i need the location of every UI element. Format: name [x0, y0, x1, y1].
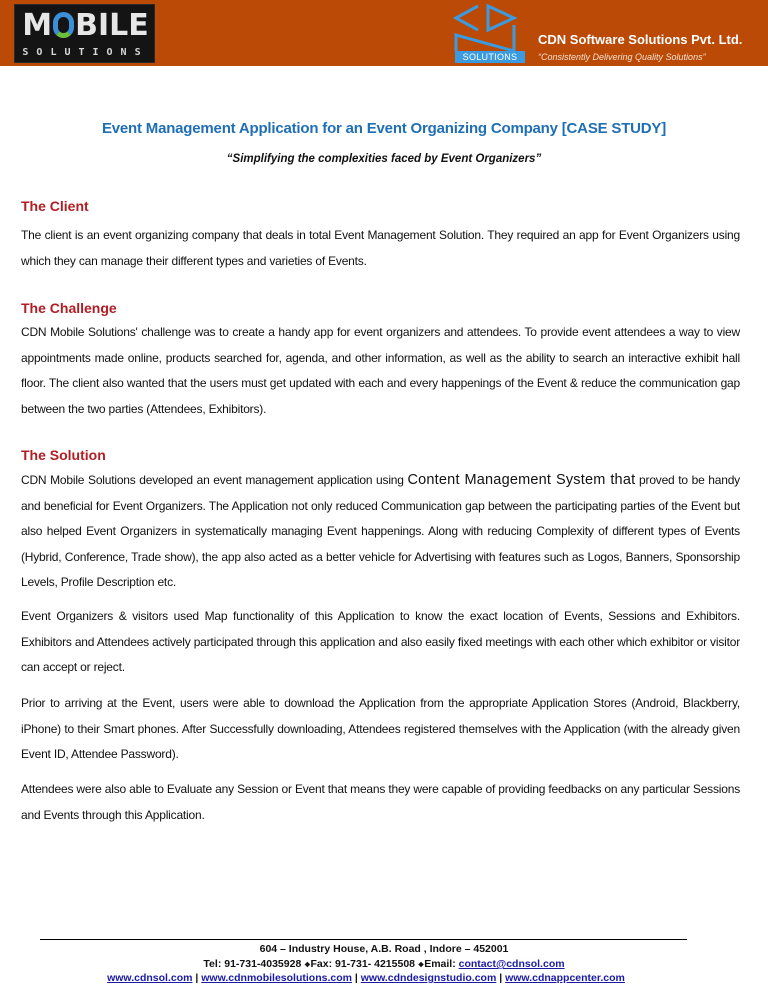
- link-cdnmobilesolutions[interactable]: www.cdnmobilesolutions.com: [201, 972, 352, 984]
- cdn-logo-label: SOLUTIONS: [455, 51, 525, 63]
- logo-subtitle: SOLUTIONS: [22, 47, 149, 58]
- footer-websites: www.cdnsol.com | www.cdnmobilesolutions.com | www.cdndesignstudio.com | www.cdnappcenter.com: [107, 972, 625, 984]
- link-cdndesignstudio[interactable]: www.cdndesignstudio.com: [360, 972, 497, 984]
- bullet-icon: ❖: [304, 962, 311, 969]
- link-cdnappcenter[interactable]: www.cdnappcenter.com: [505, 972, 625, 984]
- bullet-icon: ❖: [417, 962, 425, 969]
- solution-paragraph-1: CDN Mobile Solutions developed an event management application using Content Management System that proved to be handy and beneficial for Event Organizers. The Application not only reduced Communication gap between the participating parties of the Event but also helped Event Organizers in systematically managing Event happenings. Along with reducing Complexity of different types of Events (Hybrid, Conference, Trade show), the app also acted as a better vehicle for Advertising with features such as Logos, Banners, Sponsorship Levels, Profile Description etc.: [21, 472, 740, 589]
- cdn-logo-mark-icon: [452, 3, 528, 53]
- header-banner: [0, 0, 768, 66]
- link-cdnsol[interactable]: www.cdnsol.com: [107, 972, 193, 984]
- footer-contact: Tel: 91-731-4035928 ❖Fax: 91-731- 4215508 ❖Email: contact@cdnsol.com: [203, 958, 565, 970]
- page-title: Event Management Application for an Event Organizing Company [CASE STUDY]: [101, 120, 667, 137]
- logo-o-ring-icon: [53, 12, 74, 38]
- email-link[interactable]: contact@cdnsol.com: [458, 958, 565, 970]
- solution-paragraph-4: Attendees were also able to Evaluate any Session or Event that means they were capable of providing feedbacks on any particular Sessions and Events through this Application.: [21, 782, 740, 822]
- challenge-paragraph: CDN Mobile Solutions' challenge was to create a handy app for event organizers and attendees. To provide event attendees a way to view appointments made online, products searched for, agenda, and other information, as well as the ability to search an interactive exhibit hall floor. The client also wanted that the users must get updated with each and every happenings of the Event & reduce the communication gap between the two parties (Attendees, Exhibitors).: [21, 325, 740, 416]
- company-tagline: “Consistently Delivering Quality Solutions”: [538, 52, 706, 62]
- mobile-solutions-logo: [14, 4, 155, 63]
- page-subtitle: “Simplifying the complexities faced by Event Organizers”: [226, 153, 542, 165]
- company-name: CDN Software Solutions Pvt. Ltd.: [538, 32, 743, 47]
- heading-the-solution: The Solution: [21, 447, 106, 463]
- solution-paragraph-2: Event Organizers & visitors used Map functionality of this Application to know the exact location of Events, Sessions and Exhibitors. Exhibitors and Attendees actively participated through this application and also easily fixed meetings with each other which exhibitor or visitor can accept or reject.: [21, 609, 740, 674]
- logo-wordmark: M BILE: [22, 8, 149, 43]
- cms-highlight: Content Management System that: [407, 472, 636, 488]
- footer-divider: [40, 939, 687, 940]
- heading-the-client: The Client: [21, 198, 89, 214]
- footer-address: 604 – Industry House, A.B. Road , Indore – 452001: [259, 943, 509, 955]
- cdn-solutions-logo: [452, 3, 528, 64]
- client-paragraph: The client is an event organizing company that deals in total Event Management Solution. They required an app for Event Organizers using which they can manage their different types and varieties of Events.: [21, 228, 740, 268]
- solution-paragraph-3: Prior to arriving at the Event, users were able to download the Application from the appropriate Application Stores (Android, Blackberry, iPhone) to their Smart phones. After Successfully downloading, Attendees registered themselves with the Application (with the already given Event ID, Attendee Password).: [21, 696, 740, 761]
- heading-the-challenge: The Challenge: [21, 300, 117, 316]
